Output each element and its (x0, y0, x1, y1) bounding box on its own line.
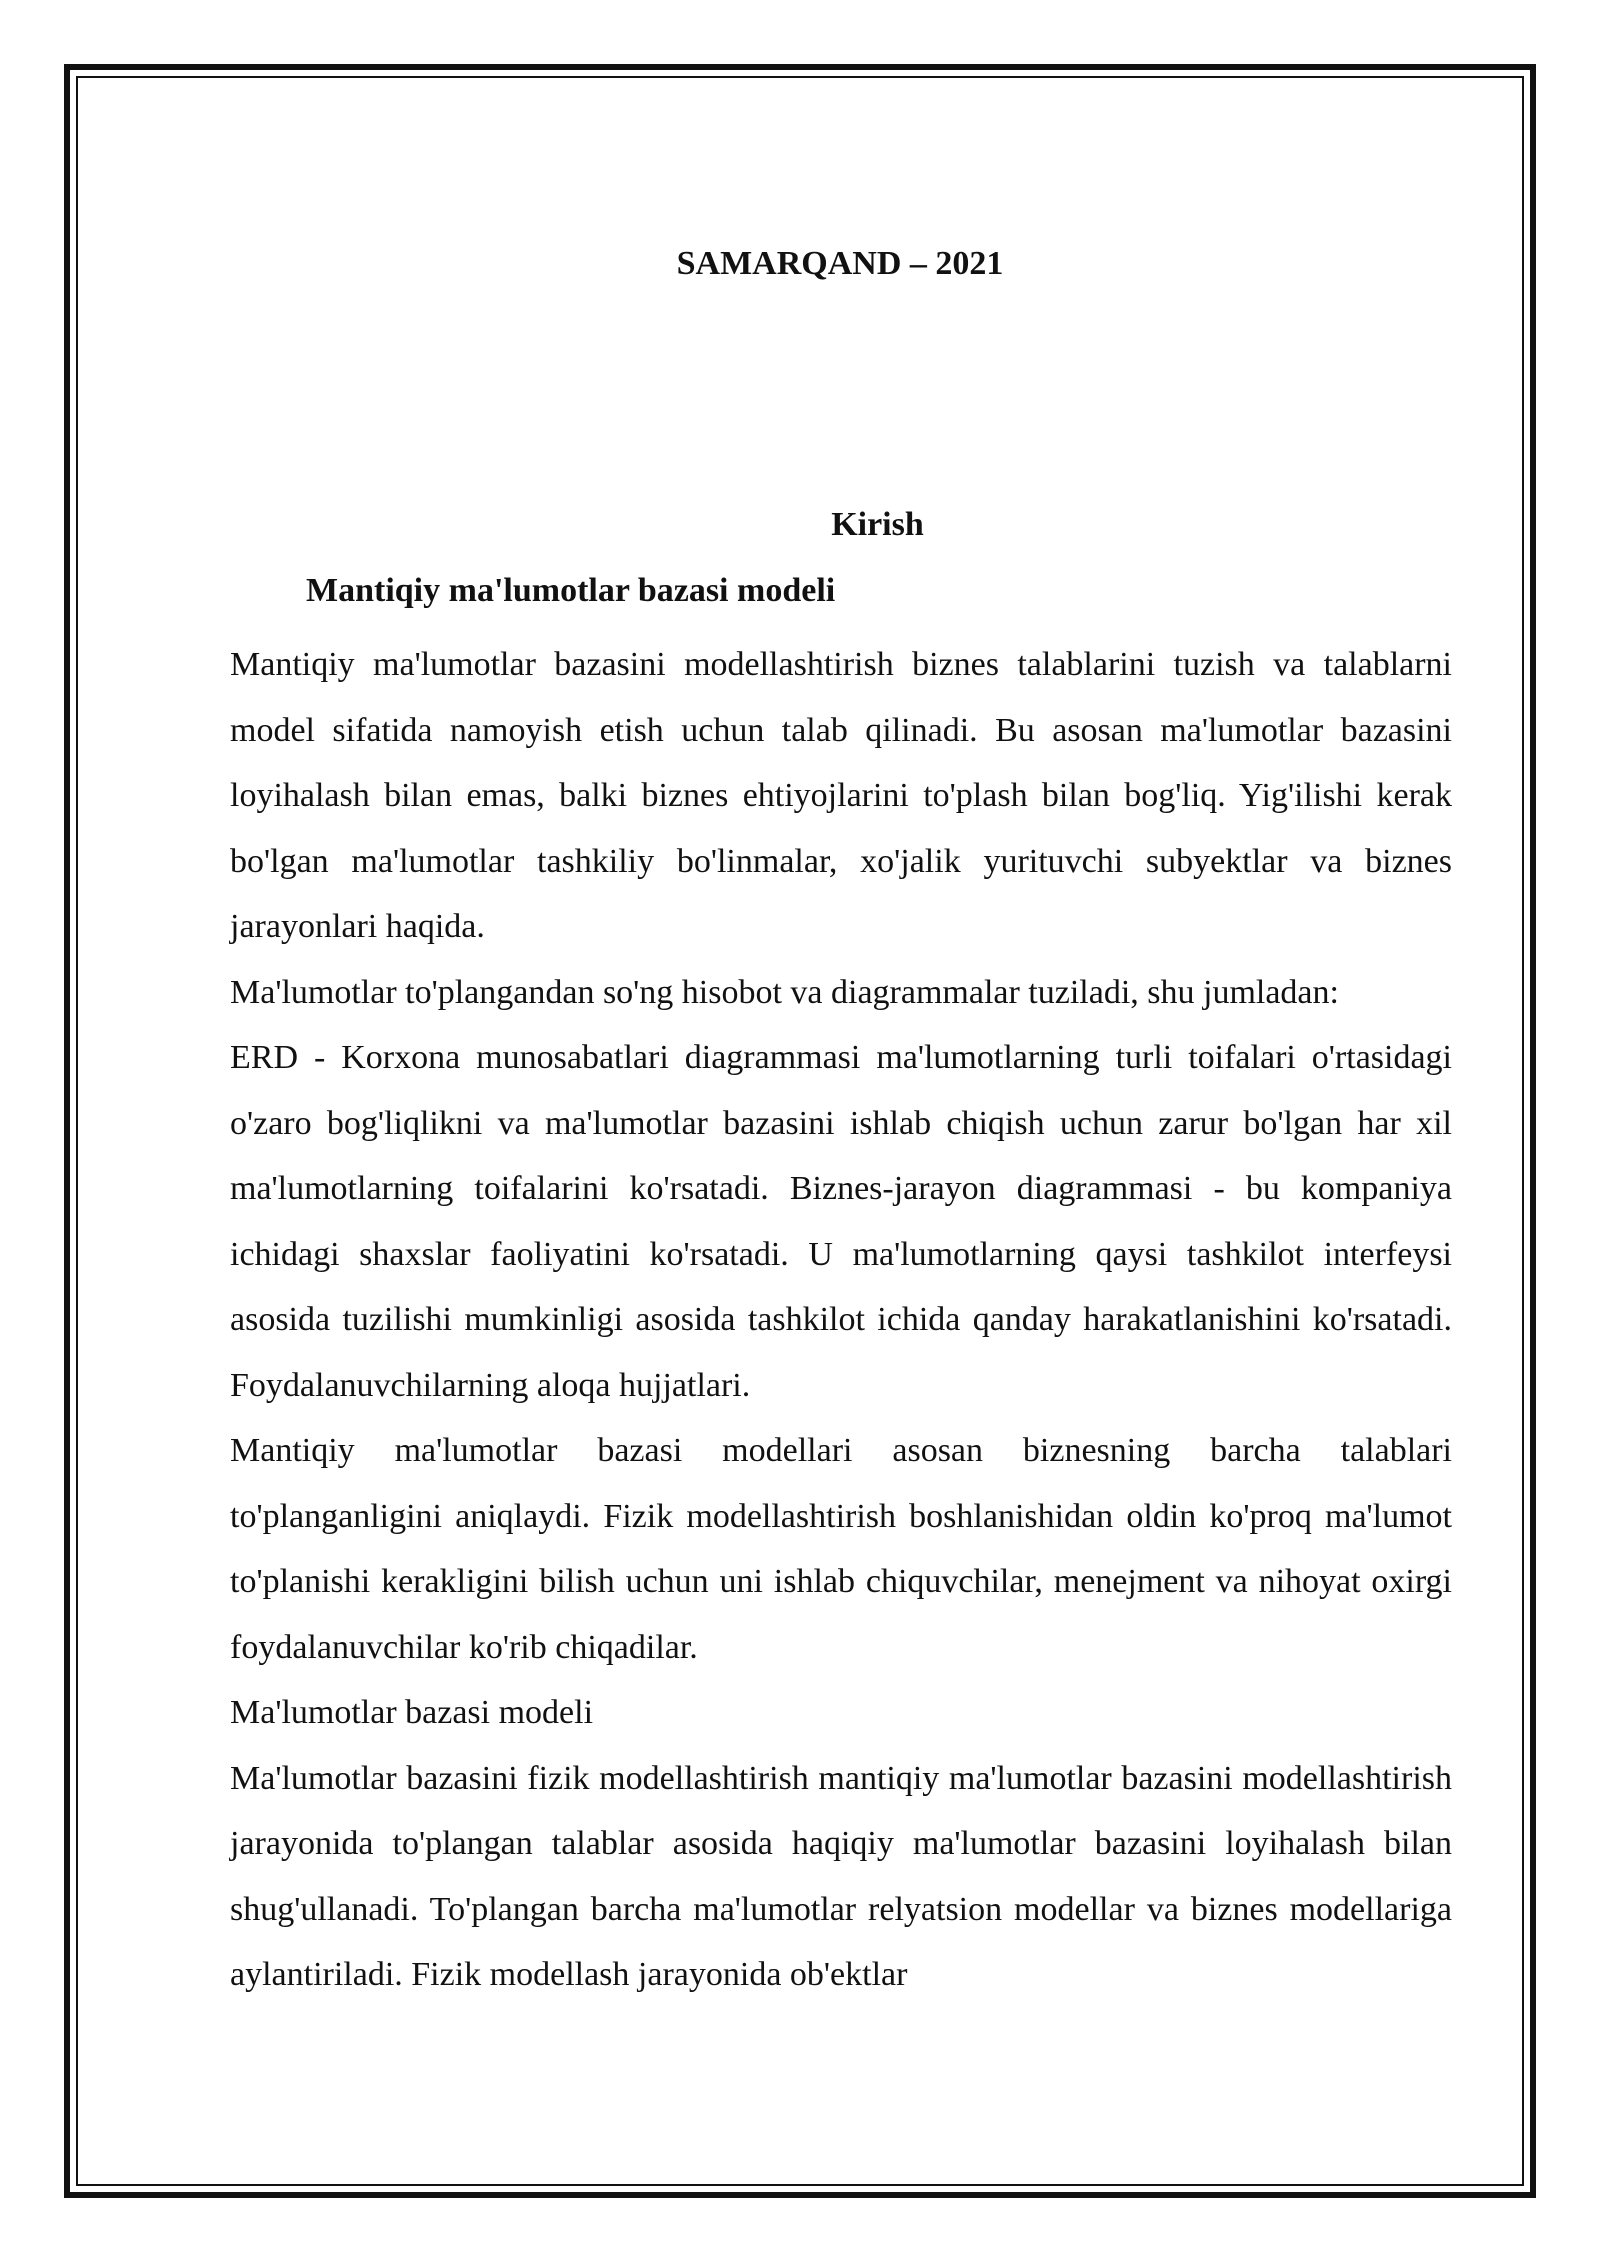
section-heading: Mantiqiy ma'lumotlar bazasi modeli (306, 572, 836, 609)
paragraph: Ma'lumotlar to'plangandan so'ng hisobot va diagrammalar tuziladi, shu jumladan: (230, 973, 1339, 1011)
paragraph: Ma'lumotlar bazasi modeli (230, 1694, 594, 1731)
paragraph: ERD - Korxona munosabatlari diagrammasi ma'lumotlarning turli toifalari o'rtasidagi o'zaro bog'liqlikni va ma'lumotlar bazasini ishlab chiqish uchun zarur bo'lgan har xil ma'lumotlarning toifalarini ko'rsatadi. Biznes-jarayon diagrammasi - bu kompaniya ichidagi shaxslar faoliyatini ko'rsatadi. U ma'lumotlarning qaysi tashkilot interfeysi asosida tuzilishi mumkinligi asosida tashkilot ichida qanday harakatlanishini ko'rsatadi. Foydalanuvchilarning aloqa hujjatlari. (230, 1039, 1452, 1404)
intro-heading: Kirish (831, 506, 924, 543)
paragraph: Ma'lumotlar bazasini fizik modellashtirish mantiqiy ma'lumotlar bazasini modellashtirish jarayonida to'plangan talablar asosida haqiqiy ma'lumotlar bazasini loyihalash bilan shug'ullanadi. To'plangan barcha ma'lumotlar relyatsion modellar va biznes modellariga aylantiriladi. Fizik modellash jarayonida ob'ektlar (230, 1759, 1452, 1993)
city-year-line: SAMARQAND – 2021 (676, 245, 1004, 282)
paragraph: Mantiqiy ma'lumotlar bazasini modellashtirish biznes talablarini tuzish va talablarni model sifatida namoyish etish uchun talab qilinadi. Bu asosan ma'lumotlar bazasini loyihalash bilan emas, balki biznes ehtiyojlarini to'plash bilan bog'liq. Yig'ilishi kerak bo'lgan ma'lumotlar tashkiliy bo'linmalar, xo'jalik yurituvchi subyektlar va biznes jarayonlari haqida. (230, 646, 1452, 945)
body-text (230, 632, 1452, 2008)
paragraph: Mantiqiy ma'lumotlar bazasi modellari asosan biznesning barcha talablari to'planganligini aniqlaydi. Fizik modellashtirish boshlanishidan oldin ko'proq ma'lumot to'planishi kerakligini bilish uchun uni ishlab chiquvchilar, menejment va nihoyat oxirgi foydalanuvchilar ko'rib chiqadilar. (230, 1432, 1452, 1666)
